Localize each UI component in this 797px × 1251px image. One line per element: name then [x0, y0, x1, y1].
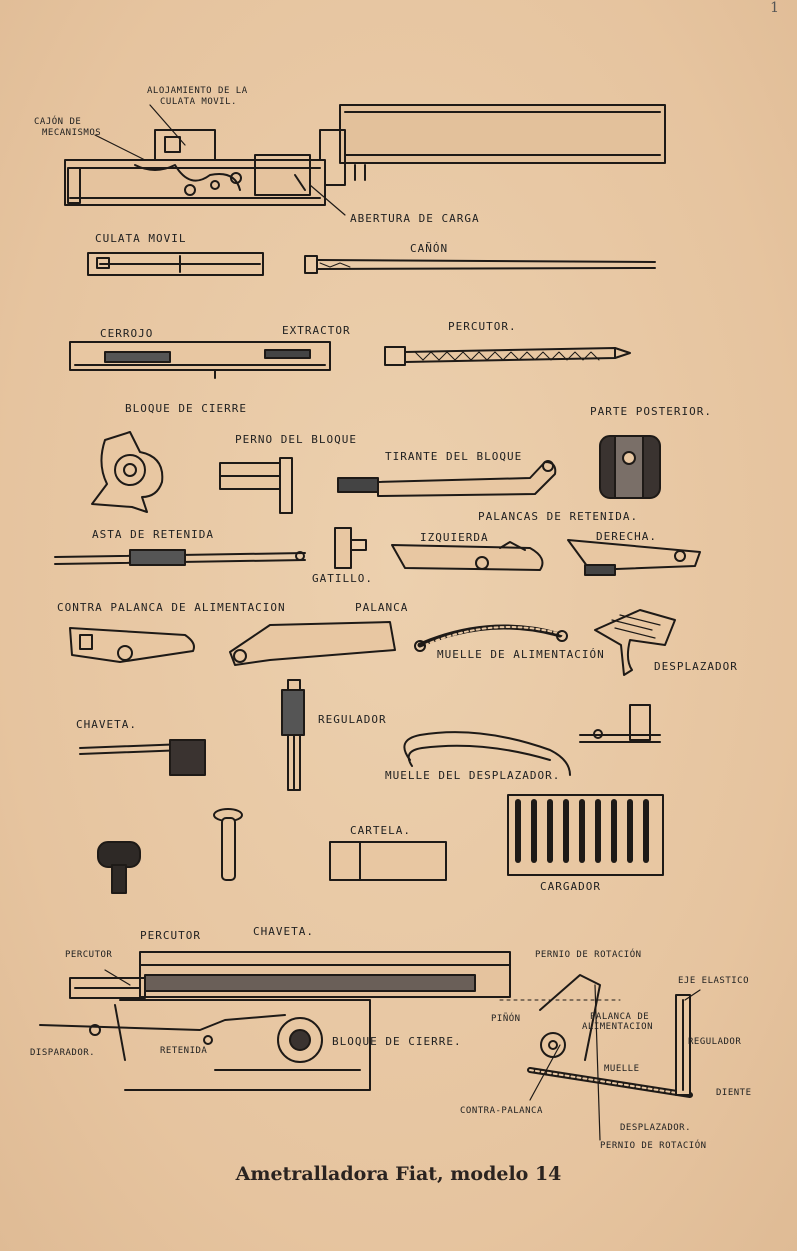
label-contra-palanca-r: CONTRA-PALANCA: [460, 1106, 543, 1116]
label-derecha: DERECHA.: [596, 530, 657, 543]
label-bloque-cierre: BLOQUE DE CIERRE: [125, 402, 247, 415]
contra-palanca-drawing: [70, 628, 194, 662]
culata-movil-drawing: [88, 253, 263, 275]
bloque-cierre-drawing: [92, 432, 162, 512]
palanca-derecha-drawing: [568, 540, 700, 575]
label-asta-retenida: ASTA DE RETENIDA: [92, 528, 214, 541]
label-cajon: CAJÓN DE: [34, 117, 82, 127]
label-alojamiento: ALOJAMIENTO DE LA: [147, 86, 248, 96]
parte-posterior-drawing: [600, 436, 660, 498]
label-gatillo: GATILLO.: [312, 572, 373, 585]
label-chaveta-bottom: CHAVETA.: [253, 925, 314, 938]
label-culata-movil: CULATA MOVIL: [95, 232, 187, 245]
label-palanca-alimentacion-r: PALANCA DE: [590, 1012, 650, 1022]
cartela-drawing: [330, 842, 446, 880]
label-retenida: RETENIDA: [160, 1046, 208, 1056]
label-izquierda: IZQUIERDA: [420, 531, 489, 544]
receiver-drawing: [65, 105, 665, 205]
tirante-bloque-drawing: [338, 461, 555, 496]
label-cartela: CARTELA.: [350, 824, 411, 837]
cerrojo-drawing: [70, 342, 330, 378]
palanca-drawing: [230, 622, 395, 665]
label-muelle-alimentacion: MUELLE DE ALIMENTACIÓN: [437, 648, 605, 661]
pequena-pieza-drawing: [580, 705, 660, 742]
gatillo-drawing: [335, 528, 366, 568]
label-pernio-rotacion-top: PERNIO DE ROTACIÓN: [535, 950, 642, 960]
label-chaveta: CHAVETA.: [76, 718, 137, 731]
label-diente: DIENTE: [716, 1088, 752, 1098]
label-pernio-rotacion-bottom: PERNIO DE ROTACIÓN: [600, 1141, 707, 1151]
label-percutor-left: PERCUTOR: [65, 950, 113, 960]
cargador-drawing: [508, 795, 663, 875]
label-cajon-2: MECANISMOS: [42, 128, 102, 138]
canon-drawing: [305, 256, 655, 273]
label-percutor-bottom: PERCUTOR: [140, 929, 201, 942]
label-eje-elastico: EJE ELASTICO: [678, 976, 750, 986]
label-bloque-cierre-bottom: BLOQUE DE CIERRE.: [332, 1035, 462, 1048]
chaveta-drawing: [80, 740, 205, 775]
asta-retenida-drawing: [55, 550, 305, 565]
label-muelle-desplazador: MUELLE DEL DESPLAZADOR.: [385, 769, 561, 782]
label-cargador: CARGADOR: [540, 880, 601, 893]
perno-bloque-drawing: [220, 458, 292, 513]
label-canon: CAÑÓN: [410, 242, 449, 255]
label-perno-bloque: PERNO DEL BLOQUE: [235, 433, 357, 446]
label-palanca: PALANCA: [355, 601, 409, 614]
label-muelle-r: MUELLE: [604, 1064, 640, 1074]
label-palanca-alimentacion-r2: ALIMENTACION: [582, 1022, 654, 1032]
label-pinon: PIÑÓN: [491, 1014, 521, 1024]
label-percutor-top: PERCUTOR.: [448, 320, 517, 333]
percutor-drawing: [385, 347, 630, 365]
label-alojamiento-2: CULATA MOVIL.: [160, 97, 237, 107]
label-cerrojo: CERROJO: [100, 327, 154, 340]
palanca-izquierda-drawing: [392, 542, 542, 570]
label-parte-posterior: PARTE POSTERIOR.: [590, 405, 712, 418]
perno-drawing: [214, 809, 242, 880]
label-contra-palanca: CONTRA PALANCA DE ALIMENTACION: [57, 601, 286, 614]
regulador-drawing: [282, 680, 304, 790]
page-corner-mark: 1: [770, 0, 779, 16]
mango-drawing: [98, 842, 140, 893]
label-tirante-bloque: TIRANTE DEL BLOQUE: [385, 450, 523, 463]
label-abertura-carga: ABERTURA DE CARGA: [350, 212, 480, 225]
label-regulador: REGULADOR: [318, 713, 387, 726]
label-palancas-retenida: PALANCAS DE RETENIDA.: [478, 510, 639, 523]
label-disparador: DISPARADOR.: [30, 1048, 96, 1058]
label-desplazador-r: DESPLAZADOR.: [620, 1123, 692, 1133]
label-desplazador: DESPLAZADOR: [654, 660, 738, 673]
figure-caption: Ametralladora Fiat, modelo 14: [235, 1163, 562, 1185]
label-regulador-r: REGULADOR: [688, 1037, 742, 1047]
label-extractor: EXTRACTOR: [282, 324, 351, 337]
